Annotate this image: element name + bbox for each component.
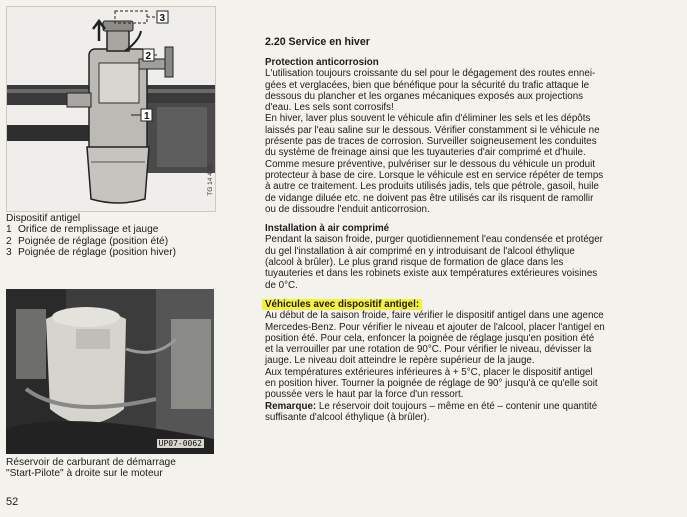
section-body: L'utilisation toujours croissante du sel pour le dégagement des routes ennei- gées et verglacées, bien que bénéfique pour la sécurité du trafic attaque le dessous du plancher et les organes mécaniques exposés aux projections d'eau. Les sels sont corrosifs! En hiver, laver plus souvent le véhicule afin d'éliminer les sels et les dépôts laissés par l'eau saline sur le dessous. Vérifier constamment si le véhicule ne présente pas de traces de corrosion. Surveiller soigneusement les conduites du système de freinage ainsi que les tuyauteries d'air comprimé et d'huile. Comme mesure préventive, pulvériser sur le dessous du véhicule un produit protecteur à base de cire. Lorsque le véhicule est en service répéter de temps à autre ce traitement. Les produits utilisés jadis, tels que pétrole, gasoil, huile de vidange diluée etc. ne doivent pas être utilisés car ils risquent de ramollir ou de dissoudre l'enduit anticorrosion. bbox=[265, 68, 604, 215]
caption-title: Dispositif antigel bbox=[6, 213, 81, 224]
article-title: 2.20 Service en hiver bbox=[265, 36, 370, 48]
antifreeze-illustration bbox=[7, 7, 215, 211]
callout-1: 1 bbox=[144, 111, 150, 122]
photo-code: UP07-0062 bbox=[158, 439, 202, 448]
section-antifreeze bbox=[265, 299, 679, 423]
photo-caption-line-2: "Start-Pilote" à droite sur le moteur bbox=[6, 468, 163, 480]
section-body: Au début de la saison froide, faire vérifier le dispositif antigel dans une agence Mercedes-Benz. Pour vérifier le niveau et ajouter de l'alcool, placer l'antigel en position été. Pour cela, enfoncer la poignée de réglage jusqu'en position été et la verrouiller par une rotation de 90°C. Pour vérifier le niveau, dévisser la jauge. Le niveau doit atteindre le repère supérieur de la jauge. Aux températures extérieures inférieures à + 5°C, placer le dispositif antigel en position hiver. Tourner la poignée de réglage de 90° jusqu'à ce qu'elle soit poussée vers le haut par la force d'un ressort. Remarque: Le réservoir doit toujours – même en été – contenir une quantité suffisante d'alcool éthylique (à brûler). bbox=[265, 310, 679, 423]
start-pilot-photo bbox=[6, 289, 214, 454]
article bbox=[265, 36, 679, 431]
section-heading-highlighted: Véhicules avec dispositif antigel: bbox=[265, 299, 679, 310]
callout-2: 2 bbox=[145, 51, 152, 62]
section-heading: Installation à air comprimé bbox=[265, 223, 390, 235]
photo-caption bbox=[6, 457, 236, 480]
caption-item-1: 1 Orifice de remplissage et jauge bbox=[6, 224, 159, 236]
antifreeze-device-drawing bbox=[6, 6, 216, 212]
section-compressed-air bbox=[265, 223, 679, 291]
photo-caption-line-1: Réservoir de carburant de démarrage bbox=[6, 457, 176, 468]
callout-3: 3 bbox=[159, 13, 166, 24]
section-heading: Protection anticorrosion bbox=[265, 57, 379, 68]
page-number: 52 bbox=[6, 496, 19, 508]
caption-item-3: 3 Poignée de réglage (position hiver) bbox=[6, 247, 177, 259]
caption-item-2: 2 Poignée de réglage (position été) bbox=[6, 235, 169, 247]
section-corrosion bbox=[265, 57, 679, 215]
figure-code: TG 14 420 bbox=[207, 165, 214, 196]
section-body: Pendant la saison froide, purger quotidiennement l'eau condensée et protéger du gel l'installation à air comprimé en y introduisant de l'alcool éthylique (alcool à brûler). Le plus grand risque de formation de glace dans les tuyauteries et dans les robinets existe aux températures extérieures voisines de 0°C. bbox=[265, 234, 603, 291]
remark: Remarque: Le réservoir doit toujours – même en été – contenir une quantité bbox=[265, 400, 598, 412]
figure1-caption bbox=[6, 213, 246, 259]
